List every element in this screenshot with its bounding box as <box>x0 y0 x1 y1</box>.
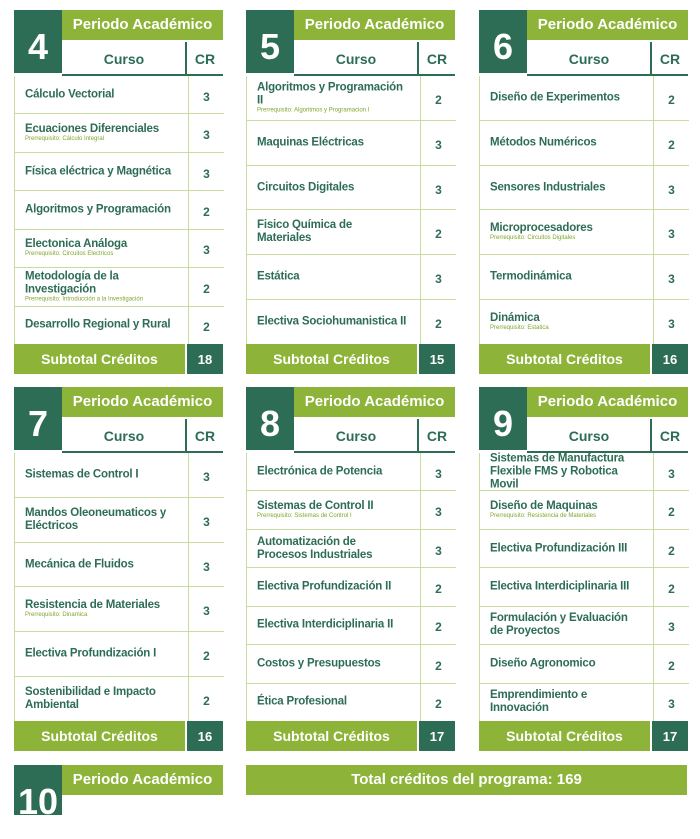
course-row <box>480 166 689 211</box>
course-credits: 3 <box>653 255 689 299</box>
course-name: Fisico Química de Materiales <box>257 219 353 245</box>
column-header <box>527 419 688 453</box>
course-credits: 2 <box>188 632 224 676</box>
course-credits: 2 <box>420 210 456 254</box>
column-header <box>294 42 455 76</box>
course-prerequisite: Prerrequisito: Circuitos Digitales <box>490 235 576 242</box>
course-credits: 3 <box>188 153 224 190</box>
course-prerequisite: Prerrequisito: Dinamica <box>25 612 88 619</box>
course-credits: 2 <box>420 645 456 682</box>
course-cell <box>25 507 175 533</box>
course-credits: 2 <box>653 491 689 528</box>
subtotal-label: Subtotal Créditos <box>479 721 650 751</box>
course-row <box>247 645 456 683</box>
course-prerequisite: Prerrequisito: Resistencia de Materiales <box>490 513 597 520</box>
column-header <box>294 419 455 453</box>
column-header <box>527 42 688 76</box>
course-cell <box>490 500 640 520</box>
col-course-header: Curso <box>335 428 377 444</box>
subtotal-label: Subtotal Créditos <box>246 721 417 751</box>
course-row <box>480 255 689 300</box>
course-row <box>15 307 224 344</box>
course-cell <box>257 500 407 520</box>
course-row <box>480 684 689 721</box>
col-course-header: Curso <box>103 428 145 444</box>
course-cell <box>490 222 640 242</box>
course-cell <box>257 316 407 329</box>
period-header: Periodo Académico <box>527 387 688 417</box>
course-credits: 2 <box>188 191 224 228</box>
course-row <box>480 645 689 683</box>
course-name: Mecánica de Fluidos <box>25 558 134 571</box>
course-cell <box>25 123 175 143</box>
course-credits: 2 <box>653 121 689 165</box>
course-name: Diseño Agronomico <box>490 657 596 670</box>
course-row <box>247 453 456 491</box>
col-course-header: Curso <box>335 51 377 67</box>
course-credits: 2 <box>188 677 224 721</box>
period-header: Periodo Académico <box>62 10 223 40</box>
course-name: Electiva Sociohumanistica II <box>257 315 407 328</box>
course-credits: 3 <box>653 453 689 490</box>
period-number: 8 <box>246 387 294 450</box>
course-cell <box>257 271 407 284</box>
course-cell <box>490 542 640 555</box>
course-cell <box>257 181 407 194</box>
course-name: Sistemas de Control II <box>257 500 374 513</box>
course-name: Automatización de Procesos Industriales <box>257 535 373 561</box>
course-cell <box>25 238 175 258</box>
course-name: Sistemas de Manufactura Flexible FMS y Robotica Movil <box>490 452 625 491</box>
course-prerequisite: Prerrequisito: Cálculo Integral <box>25 136 105 143</box>
course-row <box>15 453 224 498</box>
course-cell <box>257 219 407 245</box>
course-cell <box>25 319 175 332</box>
subtotal-value: 17 <box>652 721 688 751</box>
course-row <box>15 677 224 721</box>
period-header: Periodo Académico <box>62 387 223 417</box>
course-cell <box>257 81 407 114</box>
course-name: Electiva Profundización III <box>490 542 628 555</box>
course-name: Dinámica <box>490 312 540 325</box>
col-cr-header: CR <box>185 419 223 451</box>
col-cr-header: CR <box>185 42 223 74</box>
course-cell <box>490 452 640 491</box>
course-cell <box>490 689 640 715</box>
col-course-header: Curso <box>568 428 610 444</box>
course-name: Algoritmos y Programación <box>25 203 171 216</box>
course-credits: 2 <box>653 645 689 682</box>
course-row <box>15 587 224 632</box>
course-credits: 3 <box>420 121 456 165</box>
course-name: Formulación y Evaluación de Proyectos <box>490 612 628 638</box>
course-row <box>480 300 689 344</box>
course-name: Electonica Análoga <box>25 238 128 251</box>
course-cell <box>25 203 175 216</box>
course-row <box>15 543 224 588</box>
course-cell <box>257 136 407 149</box>
course-credits: 2 <box>653 530 689 567</box>
course-credits: 2 <box>420 568 456 605</box>
course-list <box>246 76 456 344</box>
course-cell <box>490 91 640 104</box>
course-row <box>480 76 689 121</box>
course-row <box>247 530 456 568</box>
course-name: Resistencia de Materiales <box>25 599 160 612</box>
course-row <box>480 607 689 645</box>
course-cell <box>25 165 175 178</box>
course-cell <box>490 612 640 638</box>
period-number: 10 <box>14 765 62 815</box>
course-prerequisite: Prerrequisito: Circuitos Electricos <box>25 251 114 258</box>
course-name: Maquinas Eléctricas <box>257 136 364 149</box>
period-number: 4 <box>14 10 62 73</box>
course-credits: 3 <box>188 587 224 631</box>
course-name: Física eléctrica y Magnética <box>25 165 171 178</box>
subtotal-label: Subtotal Créditos <box>479 344 650 374</box>
course-name: Diseño de Experimentos <box>490 91 620 104</box>
subtotal-label: Subtotal Créditos <box>14 721 185 751</box>
period-10-block <box>14 765 223 822</box>
course-name: Electiva Interdiciplinaria II <box>257 618 394 631</box>
course-cell <box>490 312 640 332</box>
period-header: Periodo Académico <box>294 387 455 417</box>
course-credits: 3 <box>653 210 689 254</box>
col-course-header: Curso <box>568 51 610 67</box>
course-row <box>247 255 456 300</box>
course-cell <box>25 599 175 619</box>
column-header <box>62 42 223 76</box>
course-list <box>479 453 689 721</box>
course-list <box>14 453 224 721</box>
course-row <box>247 121 456 166</box>
course-credits: 3 <box>420 491 456 528</box>
course-row <box>480 530 689 568</box>
course-prerequisite: Prerrequisito: Introducción a la Investigación <box>25 296 144 303</box>
course-name: Ecuaciones Diferenciales <box>25 123 159 136</box>
course-name: Ética Profesional <box>257 695 347 708</box>
course-credits: 2 <box>420 300 456 344</box>
course-name: Mandos Oleoneumaticos y Eléctricos <box>25 506 167 532</box>
course-name: Sostenibilidad e Impacto Ambiental <box>25 686 156 712</box>
col-cr-header: CR <box>417 42 455 74</box>
course-cell <box>25 270 175 303</box>
course-list <box>14 76 224 344</box>
course-name: Circuitos Digitales <box>257 181 355 194</box>
course-name: Emprendimiento e Innovación <box>490 689 588 715</box>
subtotal-value: 16 <box>652 344 688 374</box>
course-row <box>247 568 456 606</box>
course-list <box>246 453 456 721</box>
course-cell <box>490 657 640 670</box>
course-credits: 2 <box>653 76 689 120</box>
course-row <box>480 121 689 166</box>
course-name: Electiva Profundización II <box>257 580 392 593</box>
course-credits: 3 <box>188 453 224 497</box>
course-row <box>247 210 456 255</box>
course-row <box>15 230 224 268</box>
course-name: Electiva Profundización I <box>25 647 157 660</box>
period-number: 6 <box>479 10 527 73</box>
course-row <box>247 607 456 645</box>
col-cr-header: CR <box>650 419 688 451</box>
course-cell <box>25 648 175 661</box>
course-name: Algoritmos y Programación II <box>257 81 403 107</box>
course-name: Cálculo Vectorial <box>25 88 115 101</box>
subtotal-row <box>246 721 455 751</box>
subtotal-value: 18 <box>187 344 223 374</box>
course-credits: 3 <box>420 166 456 210</box>
course-name: Electiva Interdiciplinaria III <box>490 580 630 593</box>
subtotal-label: Subtotal Créditos <box>14 344 185 374</box>
course-name: Termodinámica <box>490 270 572 283</box>
course-row <box>15 268 224 306</box>
col-cr-header: CR <box>650 42 688 74</box>
course-cell <box>25 558 175 571</box>
course-row <box>15 153 224 191</box>
column-header <box>62 419 223 453</box>
subtotal-row <box>246 344 455 374</box>
course-prerequisite: Prerrequisito: Algoritmos y Programacion I <box>257 107 370 114</box>
course-name: Diseño de Maquinas <box>490 500 598 513</box>
course-cell <box>257 657 407 670</box>
period-header: Periodo Académico <box>527 10 688 40</box>
course-cell <box>490 136 640 149</box>
course-row <box>247 166 456 211</box>
course-credits: 3 <box>188 498 224 542</box>
course-credits: 3 <box>420 453 456 490</box>
course-cell <box>490 580 640 593</box>
course-cell <box>25 88 175 101</box>
course-credits: 3 <box>188 114 224 151</box>
course-row <box>247 684 456 721</box>
course-credits: 3 <box>188 76 224 113</box>
course-credits: 2 <box>420 607 456 644</box>
course-list <box>479 76 689 344</box>
course-credits: 2 <box>653 568 689 605</box>
course-row <box>247 491 456 529</box>
course-row <box>15 632 224 677</box>
course-credits: 2 <box>420 76 456 120</box>
col-course-header: Curso <box>103 51 145 67</box>
course-row <box>480 453 689 491</box>
subtotal-label: Subtotal Créditos <box>246 344 417 374</box>
course-credits: 2 <box>420 684 456 721</box>
course-cell <box>25 468 175 481</box>
course-cell <box>257 619 407 632</box>
course-row <box>480 491 689 529</box>
course-row <box>15 76 224 114</box>
course-name: Electrónica de Potencia <box>257 465 383 478</box>
course-row <box>15 191 224 229</box>
subtotal-value: 17 <box>419 721 455 751</box>
course-row <box>15 114 224 152</box>
subtotal-row <box>479 344 688 374</box>
course-credits: 3 <box>653 607 689 644</box>
course-credits: 3 <box>420 530 456 567</box>
course-cell <box>257 536 407 562</box>
subtotal-row <box>14 344 223 374</box>
period-number: 9 <box>479 387 527 450</box>
period-number: 7 <box>14 387 62 450</box>
course-row <box>480 210 689 255</box>
course-prerequisite: Prerrequisito: Sistemas de Control I <box>257 513 352 520</box>
period-header: Periodo Académico <box>62 765 223 795</box>
subtotal-row <box>14 721 223 751</box>
col-cr-header: CR <box>417 419 455 451</box>
subtotal-value: 15 <box>419 344 455 374</box>
course-row <box>247 300 456 344</box>
course-credits: 3 <box>420 255 456 299</box>
course-credits: 3 <box>653 300 689 344</box>
course-credits: 2 <box>188 268 224 305</box>
subtotal-value: 16 <box>187 721 223 751</box>
course-cell <box>257 580 407 593</box>
course-credits: 3 <box>188 230 224 267</box>
total-credits: Total créditos del programa: 169 <box>246 765 687 795</box>
course-credits: 2 <box>188 307 224 344</box>
course-name: Costos y Presupuestos <box>257 657 381 670</box>
course-cell <box>257 465 407 478</box>
period-header: Periodo Académico <box>294 10 455 40</box>
course-cell <box>25 686 175 712</box>
course-row <box>247 76 456 121</box>
course-name: Sistemas de Control I <box>25 468 139 481</box>
course-name: Metodología de la Investigación <box>25 270 119 296</box>
course-row <box>15 498 224 543</box>
course-credits: 3 <box>653 166 689 210</box>
period-number: 5 <box>246 10 294 73</box>
course-prerequisite: Prerrequisito: Estatica <box>490 325 549 332</box>
course-cell <box>490 271 640 284</box>
course-credits: 3 <box>188 543 224 587</box>
course-name: Sensores Industriales <box>490 181 606 194</box>
course-credits: 3 <box>653 684 689 721</box>
course-name: Desarrollo Regional y Rural <box>25 318 171 331</box>
course-name: Métodos Numéricos <box>490 136 597 149</box>
course-cell <box>257 696 407 709</box>
course-name: Estática <box>257 270 300 283</box>
course-row <box>480 568 689 606</box>
course-cell <box>490 181 640 194</box>
subtotal-row <box>479 721 688 751</box>
course-name: Microprocesadores <box>490 222 593 235</box>
